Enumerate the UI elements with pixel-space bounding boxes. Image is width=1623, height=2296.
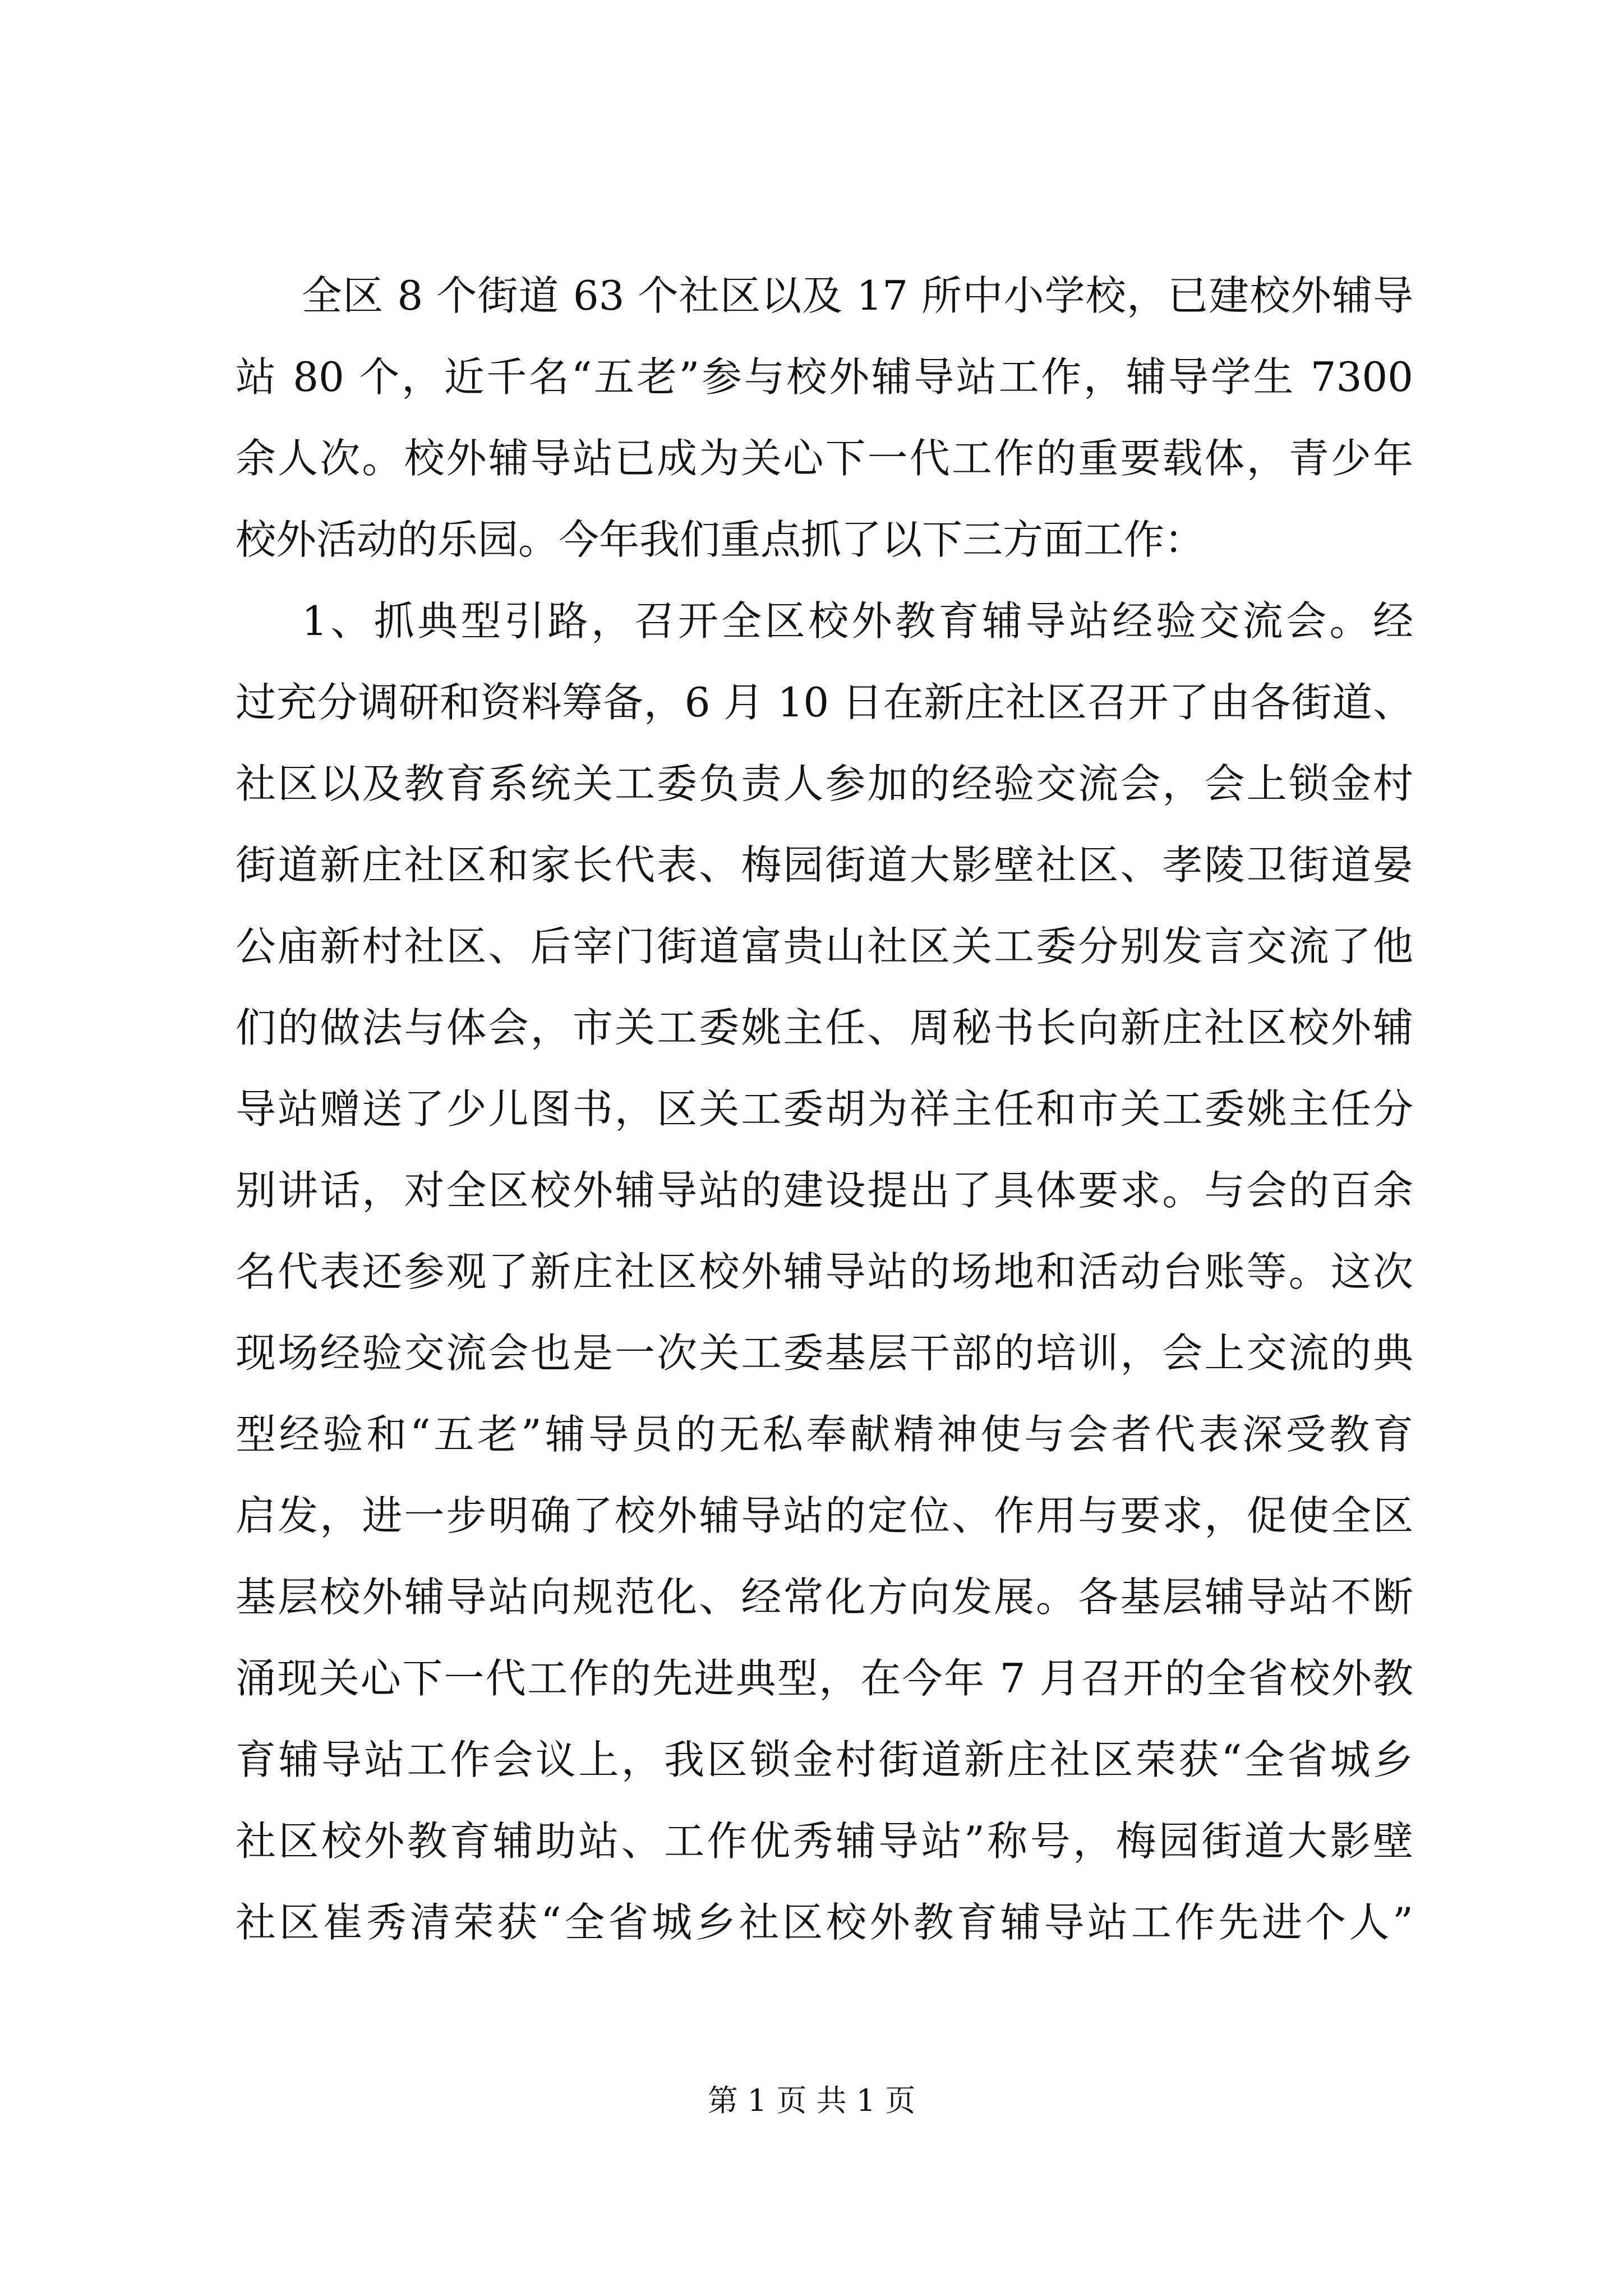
paragraph-line: 余人次。校外辅导站已成为关心下一代工作的重要载体，青少年	[236, 435, 1413, 482]
paragraph-line: 街道新庄社区和家长代表、梅园街道大影壁社区、孝陵卫街道晏	[236, 841, 1413, 889]
paragraph-line: 社区校外教育辅助站、工作优秀辅导站”称号，梅园街道大影壁	[236, 1818, 1413, 1865]
paragraph-line: 启发，进一步明确了校外辅导站的定位、作用与要求，促使全区	[236, 1492, 1413, 1539]
document-body	[236, 255, 1413, 1963]
paragraph-line: 过充分调研和资料筹备，6 月 10 日在新庄社区召开了由各街道、	[236, 679, 1413, 726]
paragraph-line: 名代表还参观了新庄社区校外辅导站的场地和活动台账等。这次	[236, 1248, 1413, 1295]
paragraph-line: 型经验和“五老”辅导员的无私奉献精神使与会者代表深受教育	[236, 1411, 1413, 1458]
paragraph-line: 1、抓典型引路，召开全区校外教育辅导站经验交流会。经	[302, 597, 1413, 645]
paragraph-line: 现场经验交流会也是一次关工委基层干部的培训，会上交流的典	[236, 1329, 1413, 1377]
paragraph-line: 社区以及教育系统关工委负责人参加的经验交流会，会上锁金村	[236, 760, 1413, 807]
paragraph-line: 基层校外辅导站向规范化、经常化方向发展。各基层辅导站不断	[236, 1573, 1413, 1621]
paragraph-line: 站 80 个，近千名“五老”参与校外辅导站工作，辅导学生 7300	[236, 353, 1413, 401]
paragraph-line: 导站赠送了少儿图书，区关工委胡为祥主任和市关工委姚主任分	[236, 1085, 1413, 1133]
paragraph-line: 社区崔秀清荣获“全省城乡社区校外教育辅导站工作先进个人”	[236, 1899, 1413, 1946]
paragraph-line: 们的做法与体会，市关工委姚主任、周秘书长向新庄社区校外辅	[236, 1004, 1413, 1051]
paragraph-line: 校外活动的乐园。今年我们重点抓了以下三方面工作：	[236, 516, 1205, 563]
paragraph-line: 公庙新村社区、后宰门街道富贵山社区关工委分别发言交流了他	[236, 923, 1413, 970]
paragraph-line: 育辅导站工作会议上，我区锁金村街道新庄社区荣获“全省城乡	[236, 1736, 1413, 1783]
paragraph-line: 全区 8 个街道 63 个社区以及 17 所中小学校，已建校外辅导	[302, 272, 1413, 319]
paragraph-line: 涌现关心下一代工作的先进典型，在今年 7 月召开的全省校外教	[236, 1655, 1413, 1702]
page-number-footer: 第 1 页 共 1 页	[707, 2083, 916, 2118]
paragraph-line: 别讲话，对全区校外辅导站的建设提出了具体要求。与会的百余	[236, 1167, 1413, 1214]
